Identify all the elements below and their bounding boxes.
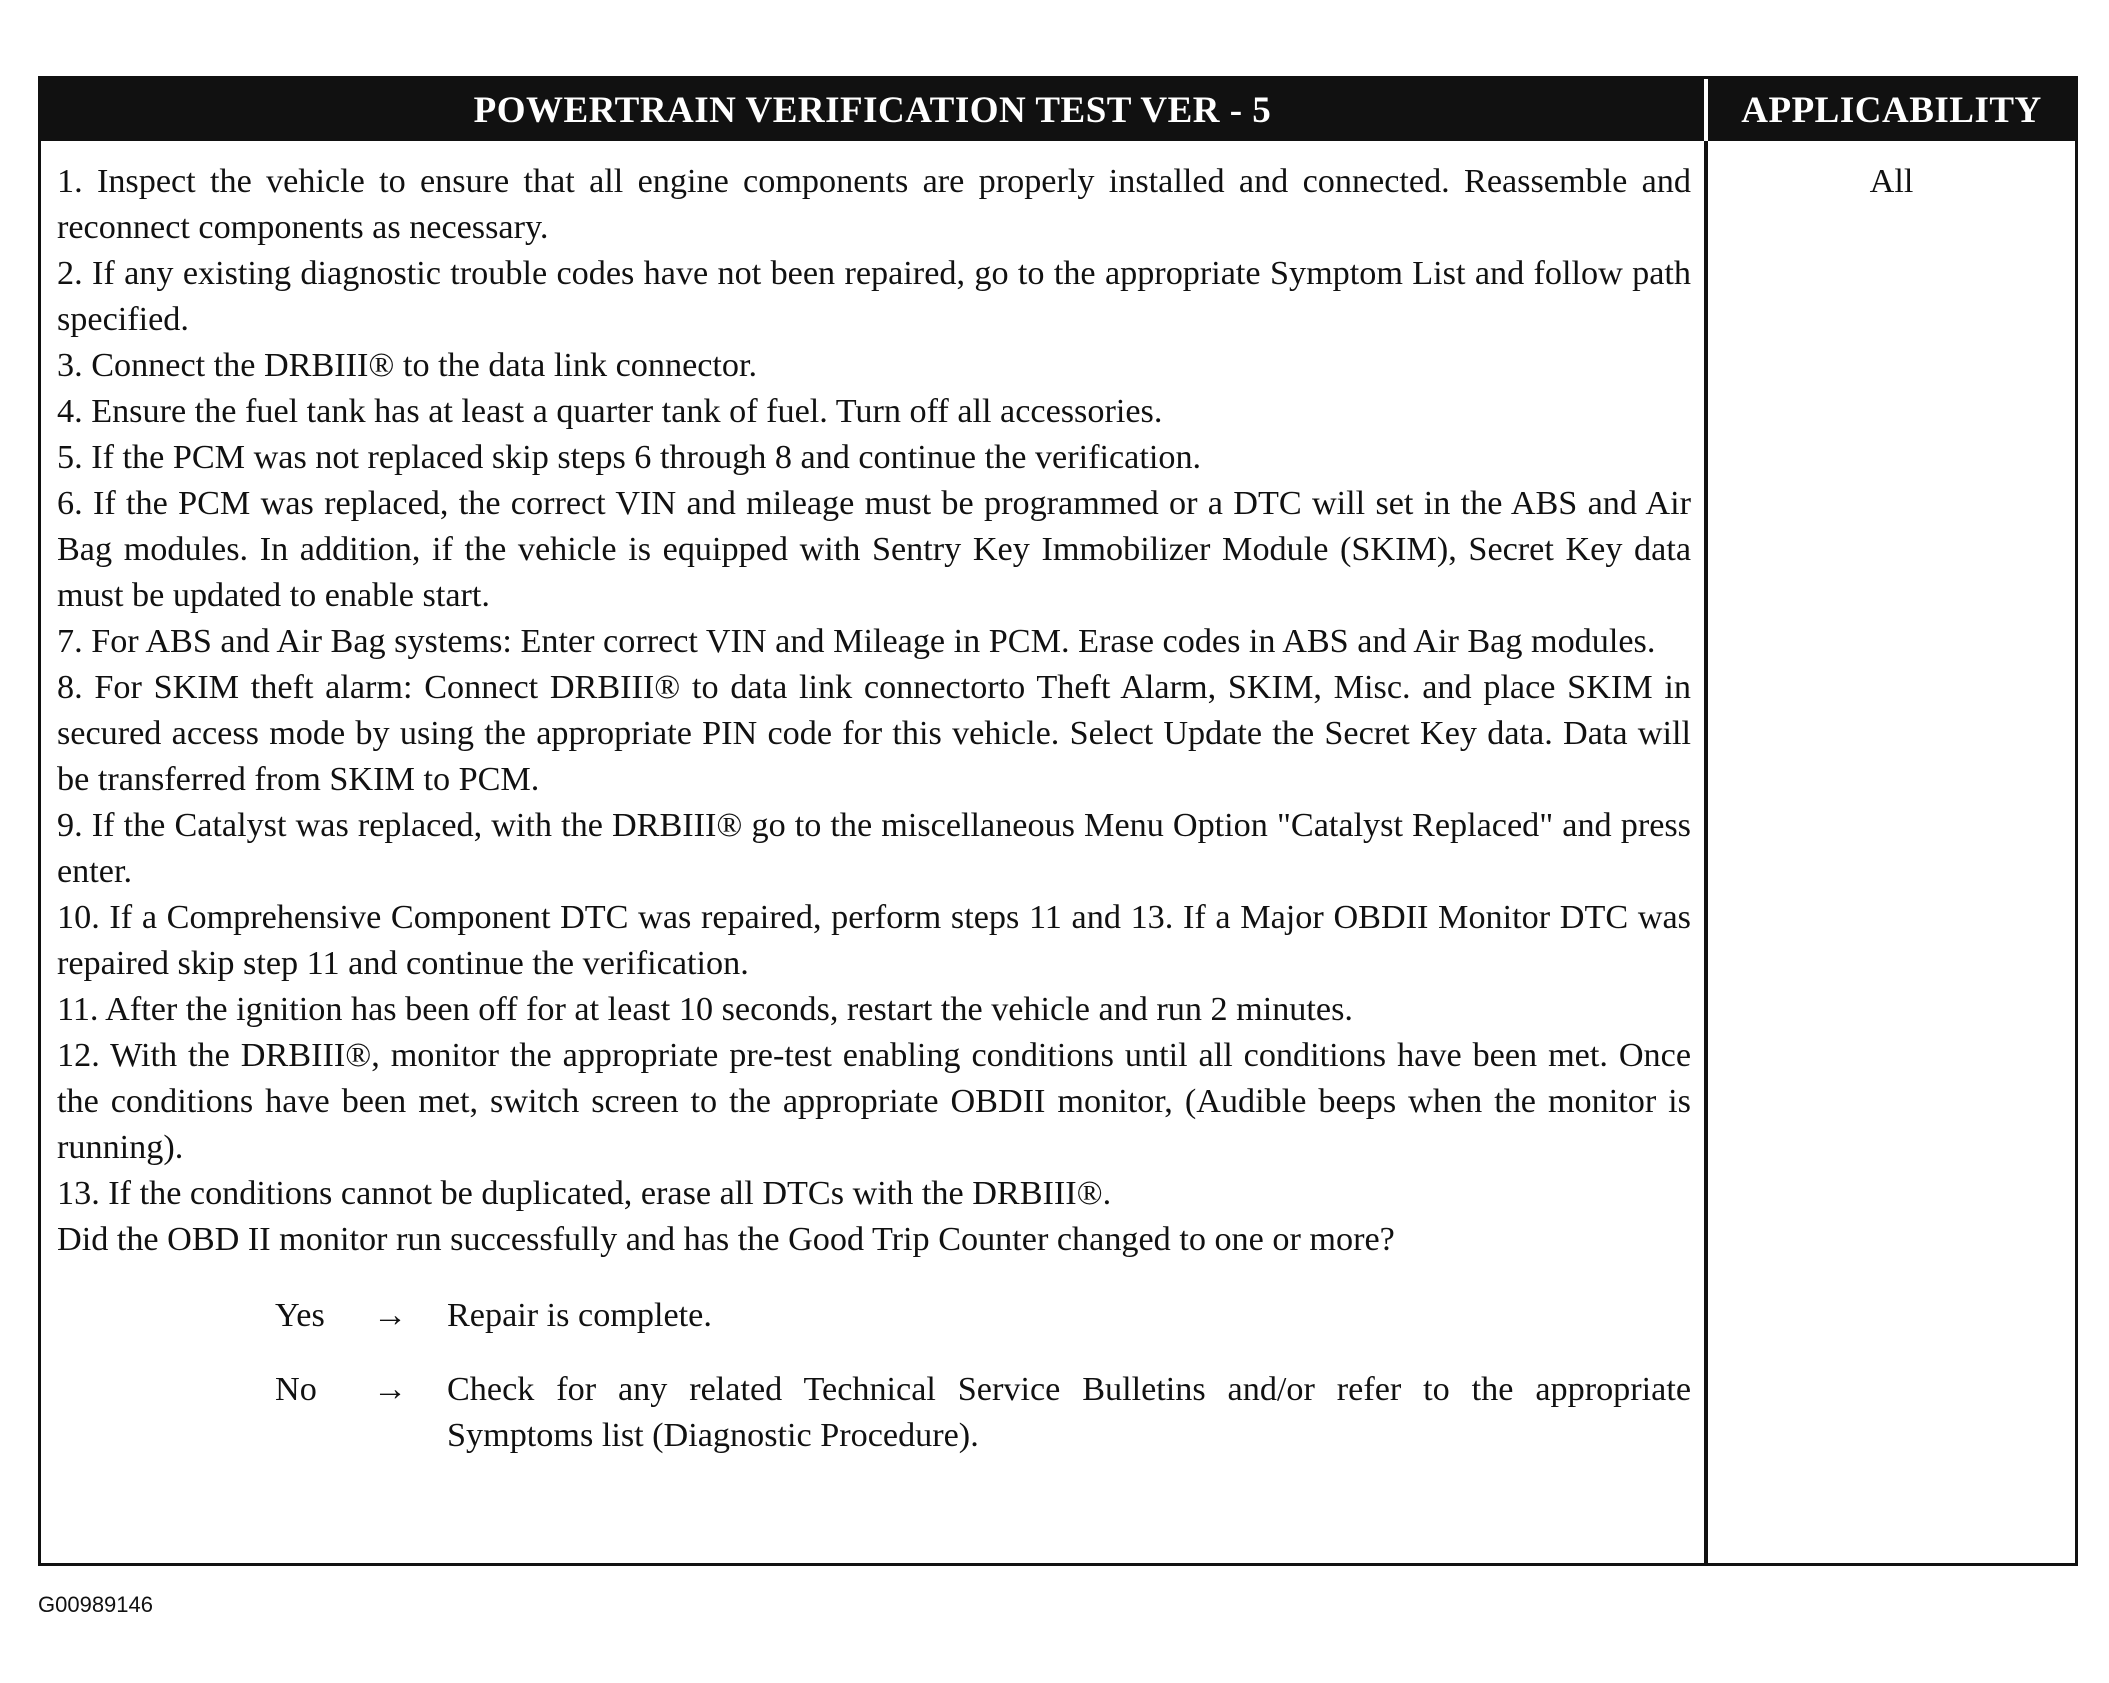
step-4: 4. Ensure the fuel tank has at least a quarter tank of fuel. Turn off all accessories.: [57, 393, 1163, 430]
procedure-table: [38, 76, 2078, 1566]
step-1: 1. Inspect the vehicle to ensure that all engine components are properly installed and connected. Reassemble and reconnect components as necessary.: [57, 163, 1691, 246]
arrow-right-icon: →: [373, 1371, 408, 1408]
answer-no-text: Check for any related Technical Service Bulletins and/or refer to the appropriate Symptoms list (Diagnostic Procedure).: [447, 1371, 1691, 1454]
answer-yes-label: Yes: [275, 1297, 325, 1334]
step-8: 8. For SKIM theft alarm: Connect DRBIII® to data link connectorto Theft Alarm, SKIM, Misc. and place SKIM in secured access mode by using the appropriate PIN code for this vehicle. Select Update the Secret Key data. Data will be transferred from SKIM to PCM.: [57, 669, 1691, 798]
step-5: 5. If the PCM was not replaced skip steps 6 through 8 and continue the verification.: [57, 439, 1202, 476]
verification-question: Did the OBD II monitor run successfully and has the Good Trip Counter changed to one or more?: [57, 1221, 1395, 1258]
step-2: 2. If any existing diagnostic trouble codes have not been repaired, go to the appropriate Symptom List and follow path specified.: [57, 255, 1691, 338]
step-13: 13. If the conditions cannot be duplicated, erase all DTCs with the DRBIII®.: [57, 1175, 1112, 1212]
step-11: 11. After the ignition has been off for at least 10 seconds, restart the vehicle and run 2 minutes.: [57, 991, 1353, 1028]
applicability-value: All: [1869, 163, 1914, 200]
answer-no-label: No: [275, 1371, 317, 1408]
column-divider: [1704, 141, 1708, 1563]
step-10: 10. If a Comprehensive Component DTC was repaired, perform steps 11 and 13. If a Major OBDII Monitor DTC was repaired skip step 11 and continue the verification.: [57, 899, 1691, 982]
answer-yes: [57, 1293, 1691, 1339]
arrow-right-icon: →: [373, 1297, 408, 1334]
step-12: 12. With the DRBIII®, monitor the appropriate pre-test enabling conditions until all conditions have been met. Once the conditions have been met, switch screen to the appropriate OBDII monitor, (Audible beeps when the monitor is running).: [57, 1037, 1691, 1166]
table-header: [41, 79, 2075, 141]
answer-no: [57, 1367, 1691, 1459]
step-6: 6. If the PCM was replaced, the correct VIN and mileage must be programmed or a DTC will set in the ABS and Air Bag modules. In addition, if the vehicle is equipped with Sentry Key Immobilizer Module (SKIM), Secret Key data must be updated to enable start.: [57, 485, 1691, 614]
answer-yes-text: Repair is complete.: [447, 1297, 712, 1334]
procedure-steps: [57, 159, 1691, 1459]
step-9: 9. If the Catalyst was replaced, with the DRBIII® go to the miscellaneous Menu Option "Catalyst Replaced" and press enter.: [57, 807, 1691, 890]
figure-id: G00989146: [38, 1592, 153, 1617]
step-7: 7. For ABS and Air Bag systems: Enter correct VIN and Mileage in PCM. Erase codes in ABS and Air Bag modules.: [57, 623, 1656, 660]
applicability-header: APPLICABILITY: [1704, 79, 2075, 141]
table-title: POWERTRAIN VERIFICATION TEST VER - 5: [473, 89, 1272, 131]
step-3: 3. Connect the DRBIII® to the data link connector.: [57, 347, 758, 384]
